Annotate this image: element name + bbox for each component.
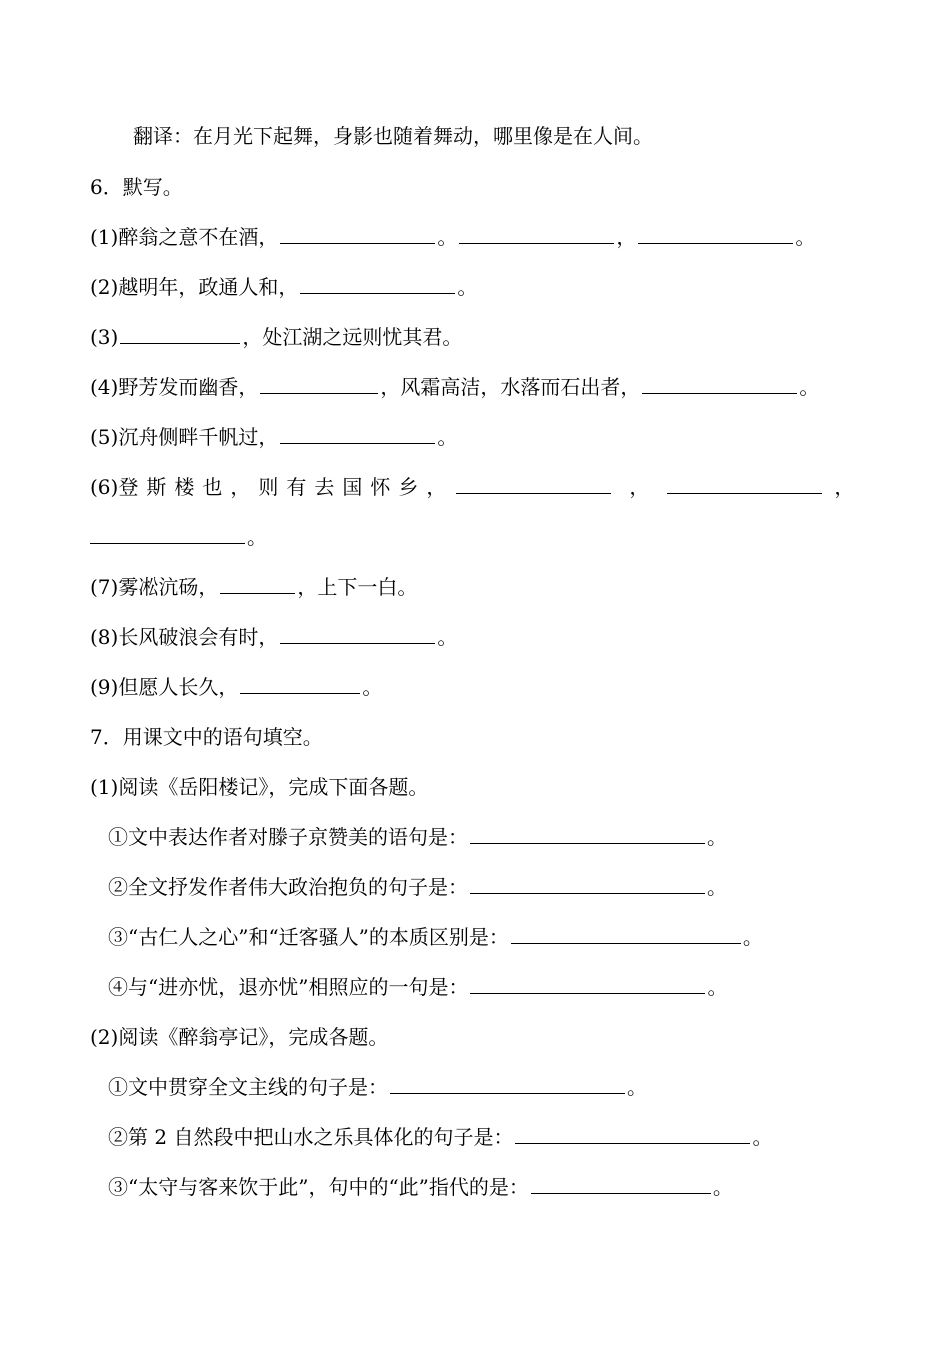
q7-part-1-item-3: [108, 922, 763, 952]
item-text: 。: [247, 525, 267, 549]
item-end: 。: [712, 1175, 733, 1199]
answer-blank[interactable]: [459, 223, 614, 244]
answer-blank[interactable]: [456, 473, 611, 494]
q6-item-9: [90, 672, 382, 702]
answer-blank[interactable]: [470, 873, 705, 894]
answer-blank[interactable]: [240, 673, 360, 694]
item-text: ③“古仁人之心”和“迁客骚人”的本质区别是：: [108, 925, 509, 949]
q7-part-1-item-2: [108, 872, 727, 902]
answer-blank[interactable]: [260, 373, 378, 394]
item-text: ，风霜高洁，水落而石出者，: [380, 375, 641, 399]
answer-blank[interactable]: [90, 523, 245, 544]
q6-item-8: [90, 622, 457, 652]
item-number: (9): [90, 675, 119, 699]
item-end: 。: [707, 825, 727, 849]
answer-blank[interactable]: [470, 823, 705, 844]
item-number: (2): [90, 275, 119, 299]
answer-blank[interactable]: [390, 1073, 625, 1094]
answer-blank[interactable]: [511, 923, 741, 944]
item-text: ，: [834, 475, 855, 499]
item-text: 登斯楼也，则有去国怀乡，: [118, 475, 455, 499]
item-number: (8): [90, 625, 119, 649]
item-text: ，处江湖之远则忧其君。: [242, 325, 463, 349]
item-text: 但愿人长久，: [118, 675, 239, 699]
item-text: ①文中贯穿全文主线的句子是：: [108, 1075, 388, 1099]
item-number: (5): [90, 425, 119, 449]
item-end: 。: [742, 925, 763, 949]
item-text: 。: [799, 375, 820, 399]
item-end: 。: [752, 1125, 773, 1149]
item-text: ，: [629, 475, 650, 499]
item-text: 。: [437, 625, 458, 649]
item-number: (1): [90, 225, 119, 249]
item-text: 。: [457, 275, 478, 299]
answer-blank[interactable]: [515, 1123, 750, 1144]
answer-blank[interactable]: [531, 1173, 711, 1194]
answer-blank[interactable]: [667, 473, 822, 494]
q6-item-7: [90, 572, 417, 602]
item-number: (3): [90, 325, 119, 349]
answer-blank[interactable]: [300, 273, 455, 294]
translation-line: 翻译：在月光下起舞，身影也随着舞动，哪里像是在人间。: [133, 124, 653, 148]
item-text: 醉翁之意不在酒，: [118, 225, 279, 249]
item-text: 越明年，政通人和，: [118, 275, 299, 299]
answer-blank[interactable]: [280, 223, 435, 244]
item-number: (6): [90, 475, 119, 499]
q7-part-1-item-4: [108, 972, 727, 1002]
item-text: 雾凇沆砀，: [118, 575, 219, 599]
item-text: 沉舟侧畔千帆过，: [118, 425, 279, 449]
q6-item-3: [90, 322, 462, 352]
q6-item-4: [90, 372, 819, 402]
answer-blank[interactable]: [642, 373, 797, 394]
item-text: ②全文抒发作者伟大政治抱负的句子是：: [108, 875, 468, 899]
item-text: ①文中表达作者对滕子京赞美的语句是：: [108, 825, 468, 849]
q6-item-5: [90, 422, 457, 452]
answer-blank[interactable]: [280, 623, 435, 644]
item-text: 。: [795, 225, 816, 249]
q6-item-2: [90, 272, 477, 302]
item-text: 长风破浪会有时，: [118, 625, 279, 649]
item-text: ②第 2 自然段中把山水之乐具体化的句子是：: [108, 1125, 514, 1149]
q6-item-1: [90, 222, 815, 252]
item-number: (4): [90, 375, 119, 399]
item-text: ，: [616, 225, 637, 249]
item-text: ③“太守与客来饮于此”，句中的“此”指代的是：: [108, 1175, 529, 1199]
item-end: 。: [707, 975, 728, 999]
answer-blank[interactable]: [280, 423, 435, 444]
q6-item-6-continued: [88, 522, 267, 552]
item-text: ，上下一白。: [297, 575, 418, 599]
answer-blank[interactable]: [470, 973, 705, 994]
q7-part-2-item-2: [108, 1122, 772, 1152]
item-text: 。: [437, 225, 458, 249]
question-6-title: 6．默写。: [90, 175, 183, 199]
answer-blank[interactable]: [220, 573, 295, 594]
q6-item-6: [90, 472, 854, 502]
question-7-title: 7．用课文中的语句填空。: [90, 725, 323, 749]
item-end: 。: [707, 875, 727, 899]
answer-blank[interactable]: [638, 223, 793, 244]
answer-blank[interactable]: [120, 323, 240, 344]
item-text: 。: [437, 425, 458, 449]
item-end: 。: [627, 1075, 647, 1099]
q7-part-1-heading: (1)阅读《岳阳楼记》，完成下面各题。: [90, 775, 429, 799]
q7-part-2-heading: (2)阅读《醉翁亭记》，完成各题。: [90, 1025, 389, 1049]
q7-part-2-item-1: [108, 1072, 647, 1102]
item-text: 野芳发而幽香，: [118, 375, 259, 399]
item-number: (7): [90, 575, 119, 599]
q7-part-1-item-1: [108, 822, 727, 852]
item-text: ④与“进亦忧，退亦忧”相照应的一句是：: [108, 975, 469, 999]
item-text: 。: [362, 675, 383, 699]
q7-part-2-item-3: [108, 1172, 733, 1202]
